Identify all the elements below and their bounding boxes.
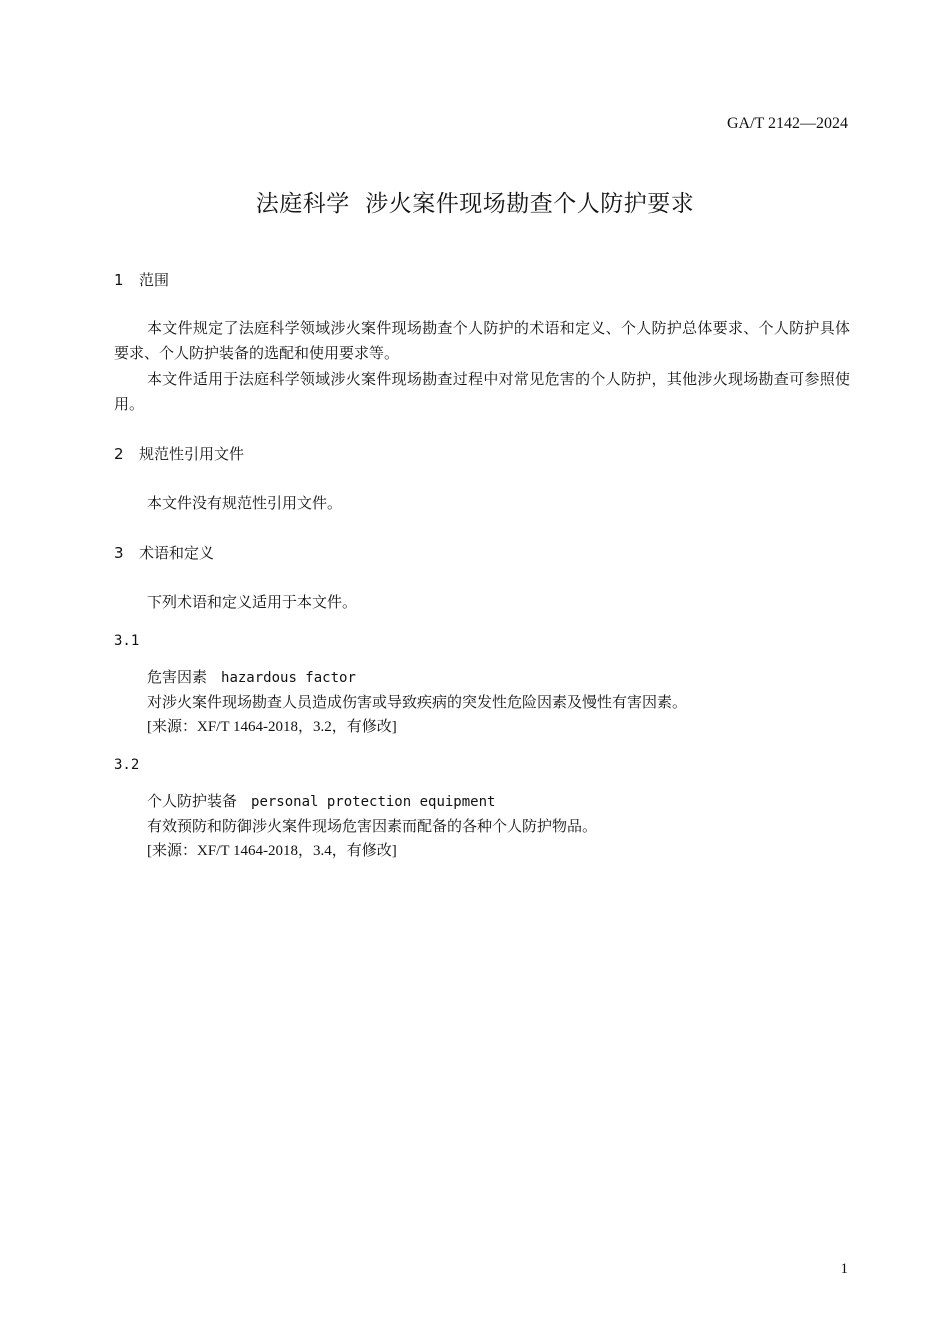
term-zh: 危害因素	[147, 668, 208, 686]
section-2-heading	[114, 444, 244, 464]
scope-paragraph-2: 本文件适用于法庭科学领域涉火案件现场勘查过程中对常见危害的个人防护，其他涉火现场勘查可参照使用。	[114, 370, 850, 413]
section-title: 规范性引用文件	[139, 445, 245, 463]
term-3-1	[147, 666, 356, 689]
term-3-2-source: [来源：XF/T 1464-2018，3.4，有修改]	[147, 843, 397, 859]
terms-intro-paragraph: 下列术语和定义适用于本文件。	[147, 593, 358, 611]
term-zh: 个人防护装备	[147, 792, 238, 810]
term-en: hazardous factor	[221, 670, 356, 686]
section-number: 1	[114, 271, 124, 289]
page-number: 1	[840, 1261, 848, 1277]
section-1-heading	[114, 270, 169, 290]
section-title: 范围	[139, 271, 170, 289]
term-3-1-source: [来源：XF/T 1464-2018，3.2，有修改]	[147, 719, 397, 735]
term-en: personal protection equipment	[251, 794, 496, 810]
term-3-2-definition: 有效预防和防御涉火案件现场危害因素而配备的各种个人防护物品。	[147, 817, 598, 835]
scope-paragraph-1: 本文件规定了法庭科学领域涉火案件现场勘查个人防护的术语和定义、个人防护总体要求、个人防护具体要求、个人防护装备的选配和使用要求等。	[114, 319, 850, 362]
term-3-1-definition: 对涉火案件现场勘查人员造成伤害或导致疾病的突发性危险因素及慢性有害因素。	[147, 693, 688, 711]
section-3-heading	[114, 543, 214, 563]
section-number: 3	[114, 544, 124, 562]
clause-3-2-number: 3.2	[114, 757, 140, 773]
term-3-2	[147, 790, 495, 813]
section-number: 2	[114, 445, 124, 463]
normative-references-paragraph: 本文件没有规范性引用文件。	[147, 494, 343, 512]
section-title: 术语和定义	[139, 544, 215, 562]
document-title: 法庭科学 涉火案件现场勘查个人防护要求	[255, 191, 695, 217]
clause-3-1-number: 3.1	[114, 633, 140, 649]
standard-code: GA/T 2142—2024	[726, 115, 848, 132]
